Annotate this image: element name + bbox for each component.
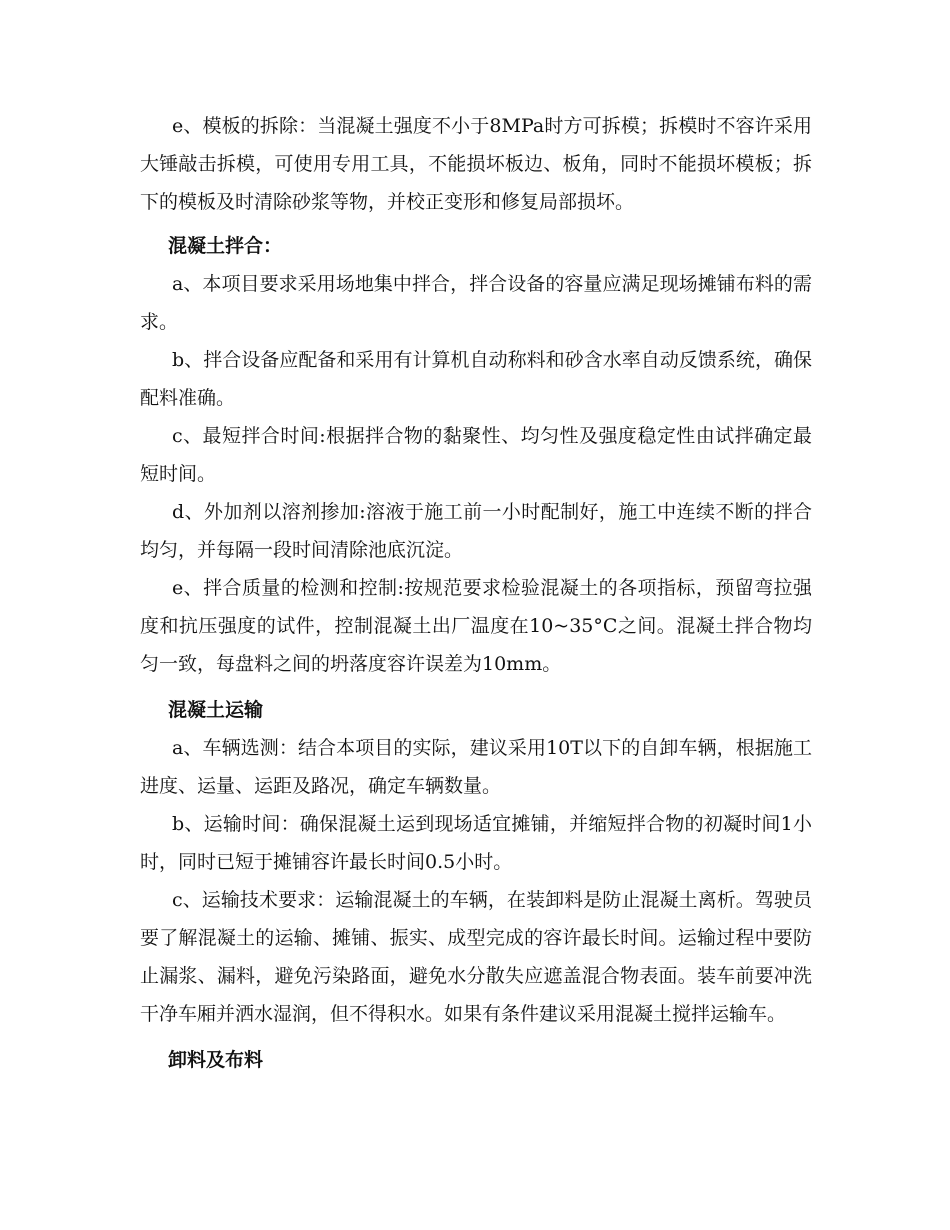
- heading-concrete-mixing: 混凝土拌合：: [168, 235, 283, 257]
- paragraph-mixing-d: d、外加剂以溶剂掺加:溶液于施工前一小时配制好，施工中连续不断的拌合均匀，并每隔一段时间清除池底沉淀。: [140, 501, 812, 561]
- paragraph-formwork-removal: e、模板的拆除：当混凝土强度不小于8MPa时方可拆模；拆模时不容许采用大锤敲击拆模，可使用专用工具，不能损坏板边、板角，同时不能损坏模板；拆下的模板及时清除砂浆等物，并校正变形和修复局部损坏。: [140, 115, 812, 213]
- paragraph-transport-c: c、运输技术要求：运输混凝土的车辆，在装卸料是防止混凝土离析。驾驶员要了解混凝土的运输、摊铺、振实、成型完成的容许最长时间。运输过程中要防止漏浆、漏料，避免污染路面，避免水分散失应遮盖混合物表面。装车前要冲洗干净车厢并洒水湿润，但不得积水。如果有条件建议采用混凝土搅拌运输车。: [140, 889, 812, 1025]
- paragraph-mixing-b: b、拌合设备应配备和采用有计算机自动称料和砂含水率自动反馈系统，确保配料准确。: [140, 349, 812, 409]
- heading-unloading-and-distribution: 卸料及布料: [168, 1049, 264, 1071]
- heading-concrete-transport: 混凝土运输: [168, 699, 264, 721]
- paragraph-transport-b: b、运输时间：确保混凝土运到现场适宜摊铺，并缩短拌合物的初凝时间1小时，同时已短于摊铺容许最长时间0.5小时。: [140, 813, 812, 873]
- paragraph-mixing-e: e、拌合质量的检测和控制:按规范要求检验混凝土的各项指标，预留弯拉强度和抗压强度的试件，控制混凝土出厂温度在10~35°C之间。混凝土拌合物均匀一致，每盘料之间的坍落度容许误差为10mm。: [140, 577, 812, 675]
- paragraph-transport-a: a、车辆选测：结合本项目的实际，建议采用10T以下的自卸车辆，根据施工进度、运量、运距及路况，确定车辆数量。: [140, 737, 812, 797]
- paragraph-mixing-c: c、最短拌合时间:根据拌合物的黏聚性、均匀性及强度稳定性由试拌确定最短时间。: [140, 425, 812, 485]
- paragraph-mixing-a: a、本项目要求采用场地集中拌合，拌合设备的容量应满足现场摊铺布料的需求。: [140, 273, 812, 333]
- document-page: [140, 107, 812, 1079]
